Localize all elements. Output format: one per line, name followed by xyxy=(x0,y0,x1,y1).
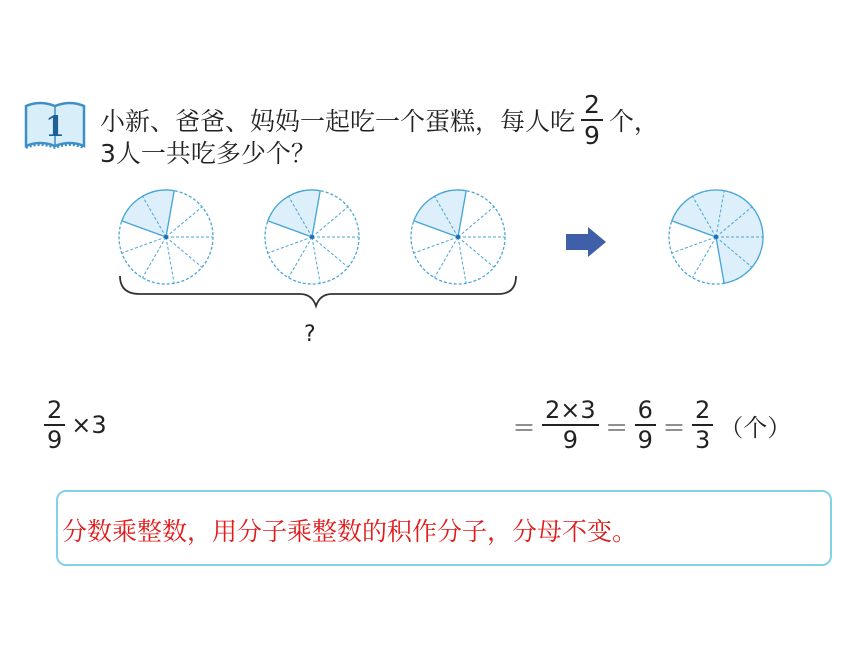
center-dot xyxy=(310,235,314,239)
question-line-2: 3人一共吃多少个？ xyxy=(100,139,316,168)
expr-left-multiplier: ×3 xyxy=(71,411,107,439)
expr-left-denominator: 9 xyxy=(47,426,63,454)
question-suffix: 个， xyxy=(608,107,659,136)
expression-left xyxy=(44,398,107,452)
equals-sign-1: ＝ xyxy=(512,413,536,442)
cake-circle-2 xyxy=(265,190,359,284)
expr-frac2-denominator: 9 xyxy=(637,426,653,454)
fraction-denominator: 9 xyxy=(584,121,600,150)
expr-fraction-left xyxy=(44,398,65,452)
expression-result xyxy=(512,398,791,452)
expr-mid-numerator: 2×3 xyxy=(545,396,596,424)
expr-frac3-numerator: 2 xyxy=(694,396,711,424)
cake-result-circle xyxy=(669,190,763,284)
cake-circle-3 xyxy=(411,190,505,284)
fraction-numerator: 2 xyxy=(584,90,600,119)
rule-text: 分数乘整数，用分子乘整数的积作分子，分母不变。 xyxy=(62,517,638,546)
center-dot xyxy=(456,235,460,239)
expr-fraction-mid xyxy=(542,398,599,452)
question-text: 小新、爸爸、妈妈一起吃一个蛋糕，每人吃 xyxy=(100,107,576,136)
expr-left-numerator: 2 xyxy=(47,396,63,424)
unknown-question-mark: ? xyxy=(304,322,316,347)
center-dot xyxy=(164,235,168,239)
equals-sign-2: ＝ xyxy=(604,413,629,442)
expr-mid-denominator: 9 xyxy=(562,426,578,454)
expr-frac2-numerator: 6 xyxy=(637,396,653,424)
right-arrow-icon xyxy=(566,227,606,257)
cake-circle-1 xyxy=(119,190,213,284)
question-number: 1 xyxy=(45,110,65,143)
expr-fraction-3 xyxy=(692,398,713,452)
center-dot xyxy=(714,235,718,239)
unit-label: （个） xyxy=(719,413,792,442)
expr-fraction-2 xyxy=(635,398,656,452)
expr-frac3-denominator: 3 xyxy=(694,426,711,454)
equals-sign-3: ＝ xyxy=(661,413,686,442)
